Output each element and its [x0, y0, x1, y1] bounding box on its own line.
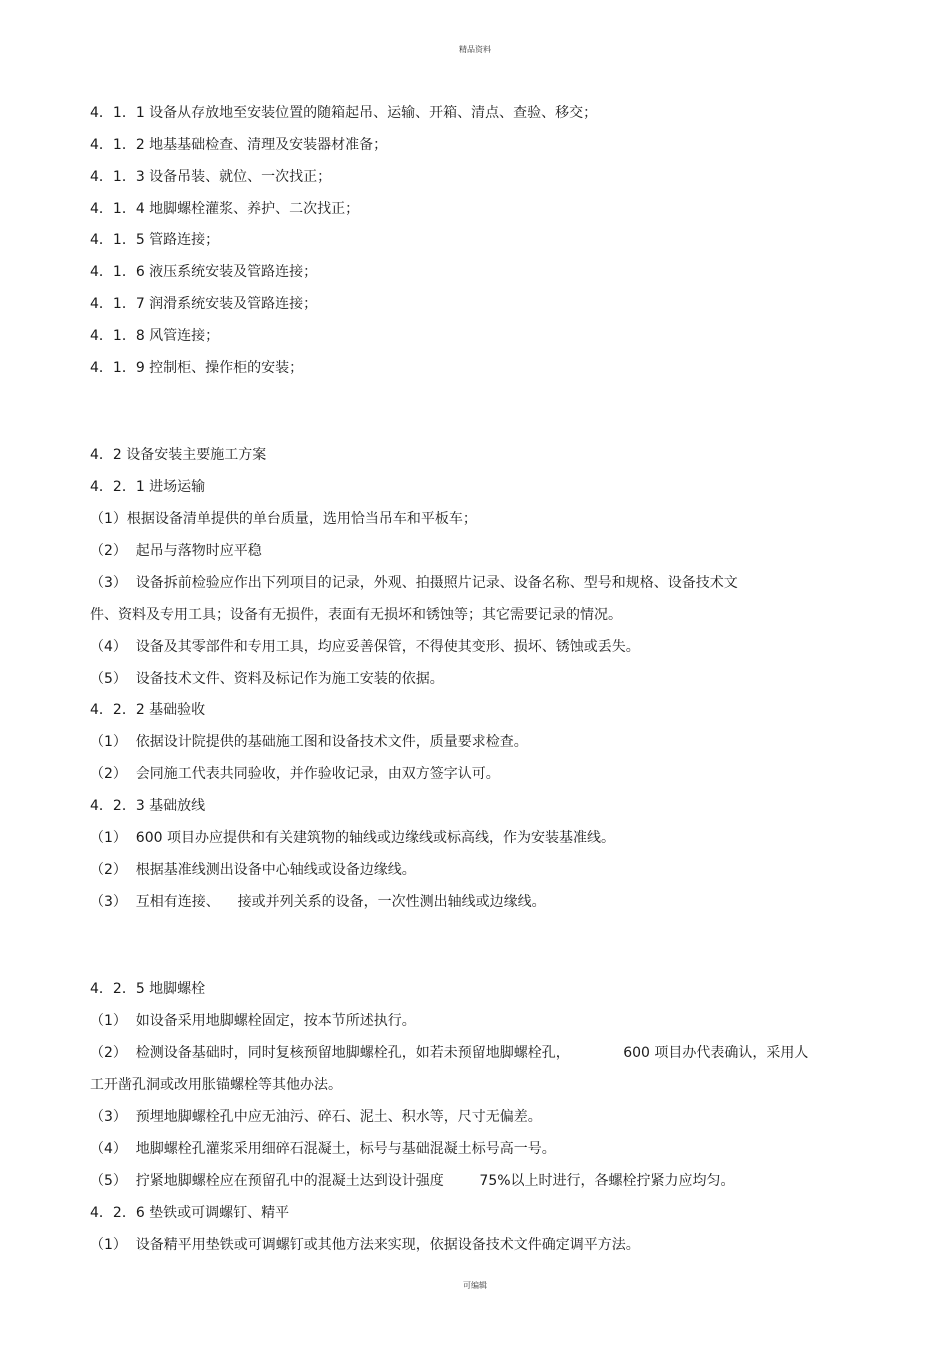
text-line: （2） 会同施工代表共同验收，并作验收记录，由双方签字认可。 — [90, 766, 500, 782]
text-line: （5） 拧紧地脚螺栓应在预留孔中的混凝土达到设计强度 75%以上时进行，各螺栓拧紧力应均匀。 — [90, 1173, 735, 1189]
text-line: （3） 互相有连接、 接或并列关系的设备，一次性测出轴线或边缘线。 — [90, 894, 546, 910]
text-line: 4．1．9 控制柜、操作柜的安装； — [90, 360, 304, 376]
text-line: （1） 如设备采用地脚螺栓固定，按本节所述执行。 — [90, 1013, 416, 1029]
text-line: 4．1．8 风管连接； — [90, 328, 220, 344]
text-line: （1） 依据设计院提供的基础施工图和设备技术文件，质量要求检查。 — [90, 734, 528, 750]
text-line: （5） 设备技术文件、资料及标记作为施工安装的依据。 — [90, 671, 444, 687]
text-line: 4．1．7 润滑系统安装及管路连接； — [90, 296, 318, 312]
subsection-heading: 4．2．5 地脚螺栓 — [90, 981, 206, 997]
subsection-heading: 4．2．3 基础放线 — [90, 798, 206, 814]
section-heading: 4．2 设备安装主要施工方案 — [90, 447, 267, 463]
text-line: 工开凿孔洞或改用胀锚螺栓等其他办法。 — [90, 1077, 342, 1093]
text-line: 4．1．2 地基基础检查、清理及安装器材准备； — [90, 137, 388, 153]
text-line: （1）根据设备清单提供的单台质量，选用恰当吊车和平板车； — [90, 511, 477, 527]
text-line: 4．1．6 液压系统安装及管路连接； — [90, 264, 318, 280]
subsection-heading: 4．2．6 垫铁或可调螺钉、精平 — [90, 1205, 290, 1221]
subsection-heading: 4．2．1 进场运输 — [90, 479, 206, 495]
text-line: 4．1．4 地脚螺栓灌浆、养护、二次找正； — [90, 201, 360, 217]
text-line: （3） 预埋地脚螺栓孔中应无油污、碎石、泥土、积水等，尺寸无偏差。 — [90, 1109, 542, 1125]
text-line: 件、资料及专用工具；设备有无损件，表面有无损坏和锈蚀等；其它需要记录的情况。 — [90, 607, 622, 623]
text-line: （1） 600 项目办应提供和有关建筑物的轴线或边缘线或标高线，作为安装基准线。 — [90, 830, 615, 846]
page-footer: 可编辑 — [463, 1281, 487, 1290]
text-line: （2） 根据基准线测出设备中心轴线或设备边缘线。 — [90, 862, 416, 878]
text-line: 4．1．3 设备吊装、就位、一次找正； — [90, 169, 332, 185]
text-line: （4） 设备及其零部件和专用工具，均应妥善保管，不得使其变形、损坏、锈蚀或丢失。 — [90, 639, 640, 655]
text-line: （4） 地脚螺栓孔灌浆采用细碎石混凝土，标号与基础混凝土标号高一号。 — [90, 1141, 556, 1157]
page-header: 精品资料 — [459, 45, 491, 54]
text-line: （2） 起吊与落物时应平稳 — [90, 543, 262, 559]
subsection-heading: 4．2．2 基础验收 — [90, 702, 206, 718]
text-line: （1） 设备精平用垫铁或可调螺钉或其他方法来实现，依据设备技术文件确定调平方法。 — [90, 1237, 640, 1253]
text-line: 4．1．5 管路连接； — [90, 232, 220, 248]
text-line: （3） 设备拆前检验应作出下列项目的记录，外观、拍摄照片记录、设备名称、型号和规格、设备技术文 — [90, 575, 738, 591]
text-line: （2） 检测设备基础时，同时复核预留地脚螺栓孔，如若未预留地脚螺栓孔， 600 项目办代表确认，采用人 — [90, 1045, 809, 1061]
text-line: 4．1．1 设备从存放地至安装位置的随箱起吊、运输、开箱、清点、查验、移交； — [90, 105, 598, 121]
